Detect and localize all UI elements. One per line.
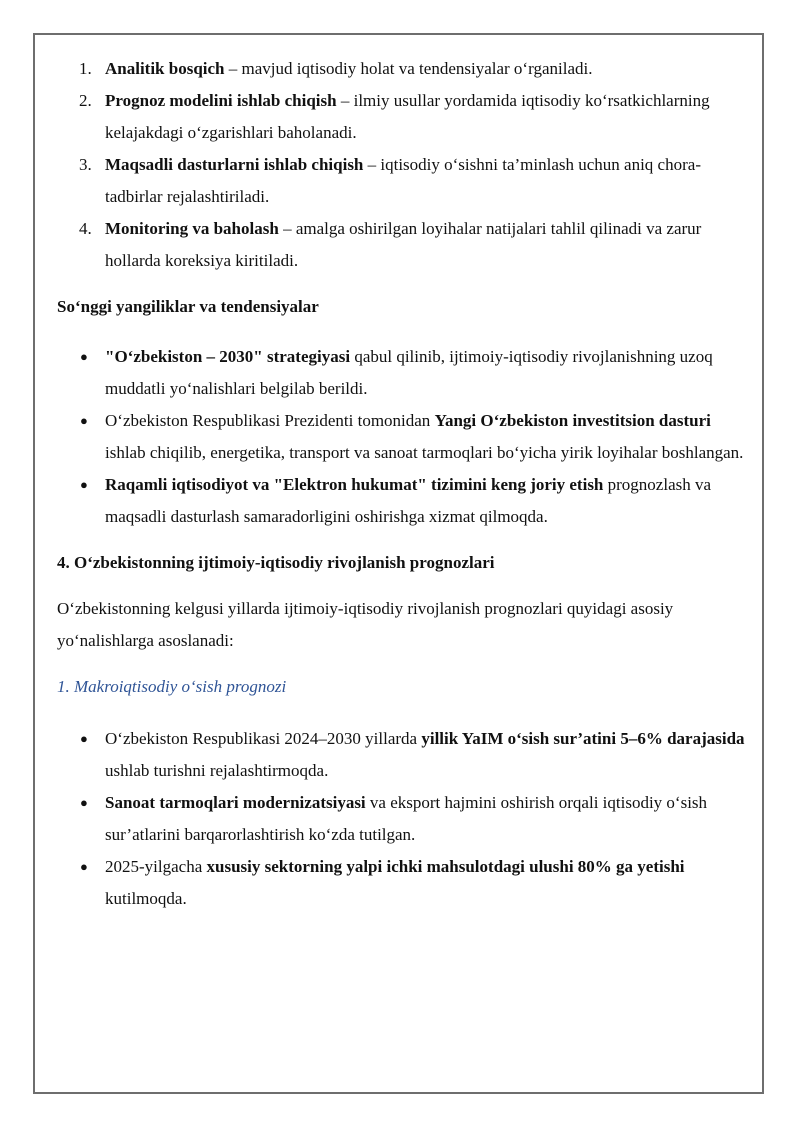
list-item-text: ishlab chiqilib, energetika, transport va sanoat tarmoqlari bo‘yicha yirik loyihalar boshlangan. [105, 443, 744, 462]
bullet-icon: ● [80, 731, 88, 746]
bullet-icon: ● [80, 795, 88, 810]
list-item [57, 213, 747, 277]
list-item-text: ushlab turishni rejalashtirmoqda. [105, 761, 329, 780]
list-item-bold: Maqsadli dasturlarni ishlab chiqish [105, 155, 364, 174]
news-heading: So‘nggi yangiliklar va tendensiyalar [57, 297, 319, 316]
list-item-bold: Prognoz modelini ishlab chiqish [105, 91, 337, 110]
list-item [57, 787, 747, 851]
bullet-icon: ● [80, 477, 88, 492]
list-item-text: O‘zbekiston Respublikasi Prezidenti tomonidan [105, 411, 435, 430]
list-item-bold: Raqamli iqtisodiyot va "Elektron hukumat" tizimini keng joriy etish [105, 475, 604, 494]
list-item [57, 469, 747, 533]
list-item-text: qabul qilinib, ijtimoiy-iqtisodiy rivojlanishning uzoq muddatli yo‘nalishlari belgilab berildi. [105, 347, 713, 398]
list-item-bold: yillik YaIM o‘sish sur’atini 5–6% darajasida [421, 729, 745, 748]
list-item [57, 149, 747, 213]
bullet-icon: ● [80, 349, 88, 364]
list-item-bold: Sanoat tarmoqlari modernizatsiyasi [105, 793, 366, 812]
list-item-text: – mavjud iqtisodiy holat va tendensiyalar o‘rganiladi. [224, 59, 593, 78]
stages-list [57, 53, 747, 277]
list-item [57, 341, 747, 405]
section-heading: 4. O‘zbekistonning ijtimoiy-iqtisodiy rivojlanish prognozlari [57, 553, 495, 572]
list-item-text: kutilmoqda. [105, 889, 187, 908]
list-item-text: – iqtisodiy o‘sishni ta’minlash uchun aniq chora-tadbirlar rejalashtiriladi. [105, 155, 701, 206]
bullet-icon: ● [80, 413, 88, 428]
news-list [57, 341, 747, 533]
list-item-text: – ilmiy usullar yordamida iqtisodiy ko‘rsatkichlarning kelajakdagi o‘zgarishlari baholanadi. [105, 91, 710, 142]
list-item-text: prognozlash va maqsadli dasturlash samaradorligini oshirishga xizmat qilmoqda. [105, 475, 712, 526]
list-item-bold: xususiy sektorning yalpi ichki mahsulotdagi ulushi 80% ga yetishi [206, 857, 685, 876]
list-item-bold: "O‘zbekiston – 2030" strategiyasi [105, 347, 351, 366]
list-number: 1. [79, 59, 92, 78]
list-item-text: 2025-yilgacha [105, 857, 207, 876]
list-number: 4. [79, 219, 92, 238]
subheading: 1. Makroiqtisodiy o‘sish prognozi [57, 677, 287, 696]
section-intro: O‘zbekistonning kelgusi yillarda ijtimoiy-iqtisodiy rivojlanish prognozlari quyidagi asosiy yo‘nalishlarga asoslanadi: [57, 599, 674, 650]
list-number: 3. [79, 155, 92, 174]
bullet-icon: ● [80, 859, 88, 874]
list-number: 2. [79, 91, 92, 110]
list-item [57, 85, 747, 149]
list-item-bold: Analitik bosqich [105, 59, 225, 78]
list-item [57, 851, 747, 915]
list-item [57, 405, 747, 469]
list-item-bold: Yangi O‘zbekiston investitsion dasturi [434, 411, 711, 430]
list-item-bold: Monitoring va baholash [105, 219, 279, 238]
list-item [57, 53, 747, 85]
document-body [57, 53, 747, 915]
list-item [57, 723, 747, 787]
macro-list [57, 723, 747, 915]
list-item-text: – amalga oshirilgan loyihalar natijalari tahlil qilinadi va zarur hollarda koreksiya kiritiladi. [105, 219, 702, 270]
list-item-text: O‘zbekiston Respublikasi 2024–2030 yillarda [105, 729, 422, 748]
list-item-text: va eksport hajmini oshirish orqali iqtisodiy o‘sish sur’atlarini barqarorlashtirish ko‘zda tutilgan. [105, 793, 708, 844]
